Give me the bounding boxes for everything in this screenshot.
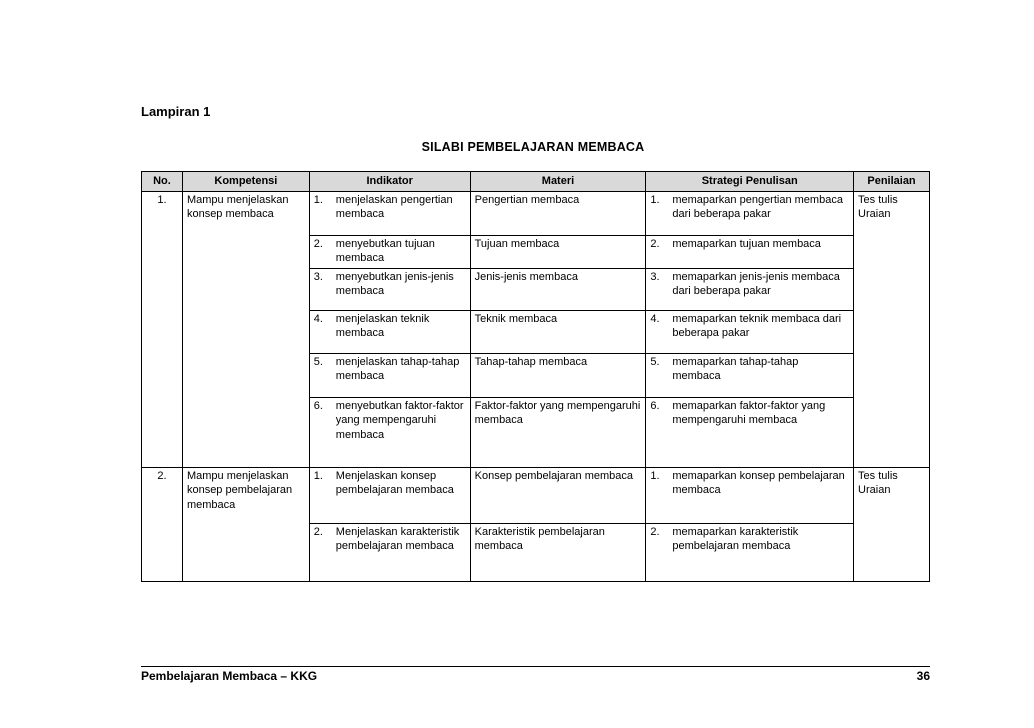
indikator-text: Menjelaskan konsep pembelajaran membaca xyxy=(335,469,454,496)
strategi-cell xyxy=(646,397,854,467)
footer-title: Pembelajaran Membaca – KKG xyxy=(141,669,318,683)
header-kompetensi: Kompetensi xyxy=(182,172,309,192)
strategi-cell xyxy=(646,235,854,268)
strategi-text: memaparkan faktor-faktor yang mempengaruhi membaca xyxy=(672,399,826,426)
strategi-cell xyxy=(646,467,854,523)
strategi-number: 1. xyxy=(650,469,660,482)
table-row xyxy=(142,191,930,235)
strategi-number: 5. xyxy=(650,355,660,368)
indikator-number: 1. xyxy=(313,193,323,206)
indikator-cell xyxy=(309,523,470,581)
header-materi: Materi xyxy=(470,172,646,192)
indikator-cell xyxy=(309,191,470,235)
indikator-cell xyxy=(309,268,470,310)
indikator-number: 2. xyxy=(313,237,323,250)
document-title: SILABI PEMBELAJARAN MEMBACA xyxy=(421,140,645,154)
indikator-text: menyebutkan tujuan membaca xyxy=(335,237,435,264)
materi-cell: Faktor-faktor yang mempengaruhi membaca xyxy=(470,397,646,467)
penilaian-cell: Tes tulis Uraian xyxy=(854,467,930,581)
indikator-number: 4. xyxy=(313,312,323,325)
indikator-number: 1. xyxy=(313,469,323,482)
strategi-text: memaparkan tujuan membaca xyxy=(672,237,821,250)
strategi-number: 2. xyxy=(650,237,660,250)
penilaian-cell: Tes tulis Uraian xyxy=(854,191,930,467)
indikator-text: menyebutkan faktor-faktor yang mempengaruhi membaca xyxy=(335,399,464,441)
indikator-number: 3. xyxy=(313,270,323,283)
indikator-text: menyebutkan jenis-jenis membaca xyxy=(335,270,454,297)
appendix-label: Lampiran 1 xyxy=(141,104,211,119)
strategi-number: 2. xyxy=(650,525,660,538)
table-header-row xyxy=(142,172,930,192)
strategi-text: memaparkan teknik membaca dari beberapa pakar xyxy=(672,312,842,339)
strategi-text: memaparkan jenis-jenis membaca dari beberapa pakar xyxy=(672,270,840,297)
materi-cell: Jenis-jenis membaca xyxy=(470,268,646,310)
strategi-text: memaparkan pengertian membaca dari beberapa pakar xyxy=(672,193,843,220)
strategi-text: memaparkan tahap-tahap membaca xyxy=(672,355,799,382)
group-number: 2. xyxy=(142,467,183,581)
strategi-number: 1. xyxy=(650,193,660,206)
group-number: 1. xyxy=(142,191,183,467)
strategi-number: 4. xyxy=(650,312,660,325)
indikator-text: menjelaskan tahap-tahap membaca xyxy=(335,355,460,382)
kompetensi-cell: Mampu menjelaskan konsep pembelajaran membaca xyxy=(182,467,309,581)
materi-cell: Karakteristik pembelajaran membaca xyxy=(470,523,646,581)
strategi-cell xyxy=(646,310,854,353)
indikator-cell xyxy=(309,397,470,467)
strategi-cell xyxy=(646,353,854,397)
materi-cell: Teknik membaca xyxy=(470,310,646,353)
strategi-number: 6. xyxy=(650,399,660,412)
indikator-text: menjelaskan pengertian membaca xyxy=(335,193,453,220)
header-strategi: Strategi Penulisan xyxy=(646,172,854,192)
indikator-number: 6. xyxy=(313,399,323,412)
indikator-cell xyxy=(309,235,470,268)
syllabus-table xyxy=(141,171,930,582)
indikator-cell xyxy=(309,467,470,523)
strategi-cell xyxy=(646,268,854,310)
footer-divider xyxy=(141,666,930,667)
strategi-number: 3. xyxy=(650,270,660,283)
indikator-text: Menjelaskan karakteristik pembelajaran membaca xyxy=(335,525,460,552)
indikator-text: menjelaskan teknik membaca xyxy=(335,312,430,339)
materi-cell: Tujuan membaca xyxy=(470,235,646,268)
strategi-text: memaparkan konsep pembelajaran membaca xyxy=(672,469,845,496)
indikator-number: 5. xyxy=(313,355,323,368)
page-number: 36 xyxy=(916,669,930,683)
header-no: No. xyxy=(142,172,183,192)
header-penilaian: Penilaian xyxy=(854,172,930,192)
table-row xyxy=(142,467,930,523)
kompetensi-cell: Mampu menjelaskan konsep membaca xyxy=(182,191,309,467)
indikator-number: 2. xyxy=(313,525,323,538)
header-indikator: Indikator xyxy=(309,172,470,192)
materi-cell: Tahap-tahap membaca xyxy=(470,353,646,397)
materi-cell: Pengertian membaca xyxy=(470,191,646,235)
materi-cell: Konsep pembelajaran membaca xyxy=(470,467,646,523)
indikator-cell xyxy=(309,310,470,353)
strategi-cell xyxy=(646,523,854,581)
indikator-cell xyxy=(309,353,470,397)
strategi-cell xyxy=(646,191,854,235)
strategi-text: memaparkan karakteristik pembelajaran membaca xyxy=(672,525,799,552)
